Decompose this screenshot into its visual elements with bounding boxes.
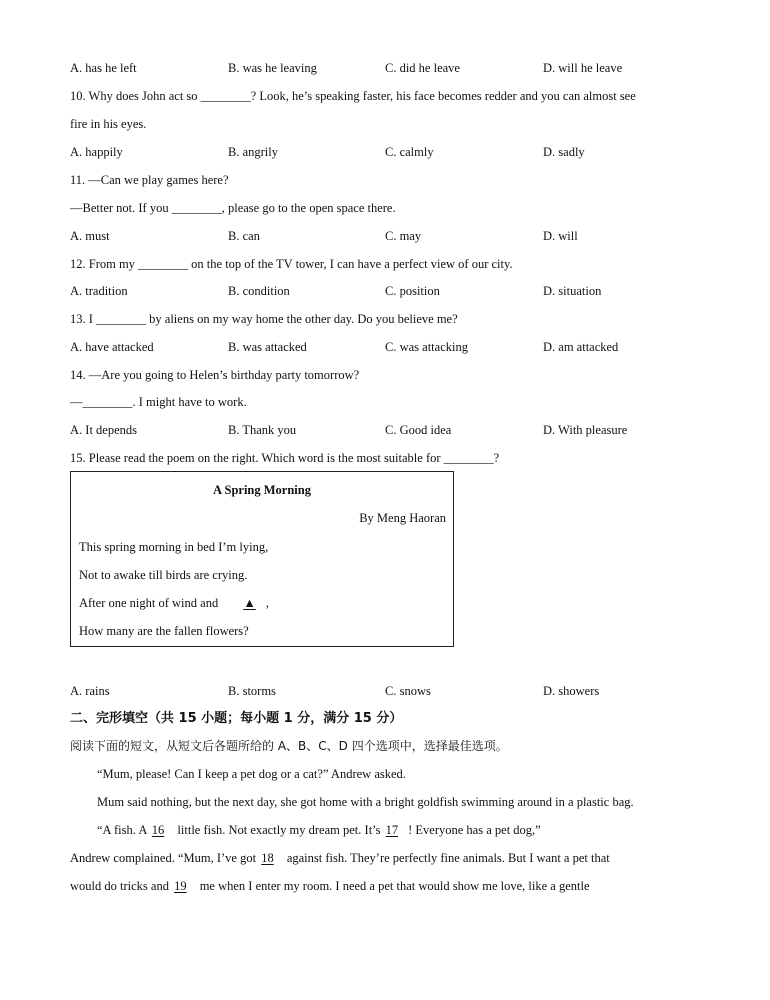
q11-stem-cont: —Better not. If you ________, please go to the open space there. bbox=[70, 201, 396, 215]
option-b: B. storms bbox=[228, 684, 276, 698]
passage-text: against fish. They’re perfectly fine animals. But I want a pet that bbox=[283, 851, 610, 865]
q13-options bbox=[70, 338, 700, 356]
option-c: C. position bbox=[385, 284, 440, 298]
option-b: B. Thank you bbox=[228, 423, 297, 437]
poem-line-3-text: After one night of wind and bbox=[79, 596, 222, 610]
option-d: D. will bbox=[543, 229, 578, 243]
poem-blank-marker: ▲ bbox=[243, 596, 256, 610]
passage-line-2: Mum said nothing, but the next day, she got home with a bright goldfish swimming around in a plastic bag. bbox=[97, 795, 634, 809]
option-b: B. was attacked bbox=[228, 340, 307, 354]
passage-line-4 bbox=[70, 849, 700, 867]
q11-options bbox=[70, 227, 700, 245]
q10-options bbox=[70, 143, 700, 161]
blank-19: 19 bbox=[174, 879, 187, 893]
poem-line-1: This spring morning in bed I’m lying, bbox=[79, 540, 269, 554]
q12-stem: 12. From my ________ on the top of the TV tower, I can have a perfect view of our city. bbox=[70, 257, 513, 271]
option-d: D. situation bbox=[543, 284, 602, 298]
q15-stem: 15. Please read the poem on the right. Which word is the most suitable for ________? bbox=[70, 451, 500, 465]
option-b: B. angrily bbox=[228, 145, 278, 159]
section-2-instruction: 阅读下面的短文，从短文后各题所给的 A、B、C、D 四个选项中，选择最佳选项。 bbox=[70, 739, 508, 753]
poem-author: By Meng Haoran bbox=[359, 511, 446, 525]
blank-16: 16 bbox=[151, 823, 165, 837]
poem-line-4: How many are the fallen flowers? bbox=[79, 624, 249, 638]
q14-stem: 14. —Are you going to Helen’s birthday party tomorrow? bbox=[70, 368, 360, 382]
poem-title: A Spring Morning bbox=[213, 483, 311, 497]
option-a: A. It depends bbox=[70, 423, 137, 437]
option-c: C. calmly bbox=[385, 145, 434, 159]
passage-text: Andrew complained. “Mum, I’ve got bbox=[70, 851, 260, 865]
option-d: D. showers bbox=[543, 684, 600, 698]
passage-text: would do tricks and bbox=[70, 879, 173, 893]
option-a: A. has he left bbox=[70, 61, 137, 75]
option-d: D. With pleasure bbox=[543, 423, 628, 437]
option-c: C. did he leave bbox=[385, 61, 460, 75]
option-a: A. tradition bbox=[70, 284, 128, 298]
option-d: D. sadly bbox=[543, 145, 585, 159]
q13-stem: 13. I ________ by aliens on my way home the other day. Do you believe me? bbox=[70, 312, 458, 326]
passage-text: little fish. Not exactly my dream pet. It’s bbox=[174, 823, 384, 837]
passage-text: ! Everyone has a pet dog,” bbox=[408, 823, 541, 837]
option-c: C. may bbox=[385, 229, 422, 243]
option-a: A. must bbox=[70, 229, 110, 243]
option-b: B. can bbox=[228, 229, 260, 243]
poem-line-3 bbox=[79, 594, 269, 612]
q10-stem-cont: fire in his eyes. bbox=[70, 117, 147, 131]
poem-line-3-end: , bbox=[265, 596, 269, 610]
passage-text: “A fish. A bbox=[97, 823, 150, 837]
option-c: C. was attacking bbox=[385, 340, 468, 354]
section-2-title: 二、完形填空（共 15 小题；每小题 1 分，满分 15 分） bbox=[70, 711, 403, 726]
q10-stem: 10. Why does John act so ________? Look, he’s speaking faster, his face becomes redder and you can almost see bbox=[70, 89, 636, 103]
blank-17: 17 bbox=[385, 823, 399, 837]
passage-line-3 bbox=[97, 821, 700, 839]
option-b: B. condition bbox=[228, 284, 290, 298]
q11-stem: 11. —Can we play games here? bbox=[70, 173, 229, 187]
option-d: D. will he leave bbox=[543, 61, 623, 75]
q12-options bbox=[70, 282, 700, 300]
option-a: A. have attacked bbox=[70, 340, 154, 354]
q14-options bbox=[70, 421, 700, 439]
poem-box bbox=[70, 471, 454, 647]
blank-18: 18 bbox=[261, 851, 274, 865]
option-b: B. was he leaving bbox=[228, 61, 317, 75]
q14-stem-cont: —________. I might have to work. bbox=[70, 395, 247, 409]
q9-options bbox=[70, 59, 700, 77]
passage-line-5 bbox=[70, 877, 700, 895]
q15-options bbox=[70, 682, 700, 700]
option-c: C. snows bbox=[385, 684, 431, 698]
option-d: D. am attacked bbox=[543, 340, 619, 354]
option-a: A. happily bbox=[70, 145, 123, 159]
option-c: C. Good idea bbox=[385, 423, 452, 437]
passage-text: me when I enter my room. I need a pet that would show me love, like a gentle bbox=[196, 879, 590, 893]
poem-line-2: Not to awake till birds are crying. bbox=[79, 568, 248, 582]
passage-line-1: “Mum, please! Can I keep a pet dog or a cat?” Andrew asked. bbox=[97, 767, 406, 781]
option-a: A. rains bbox=[70, 684, 110, 698]
